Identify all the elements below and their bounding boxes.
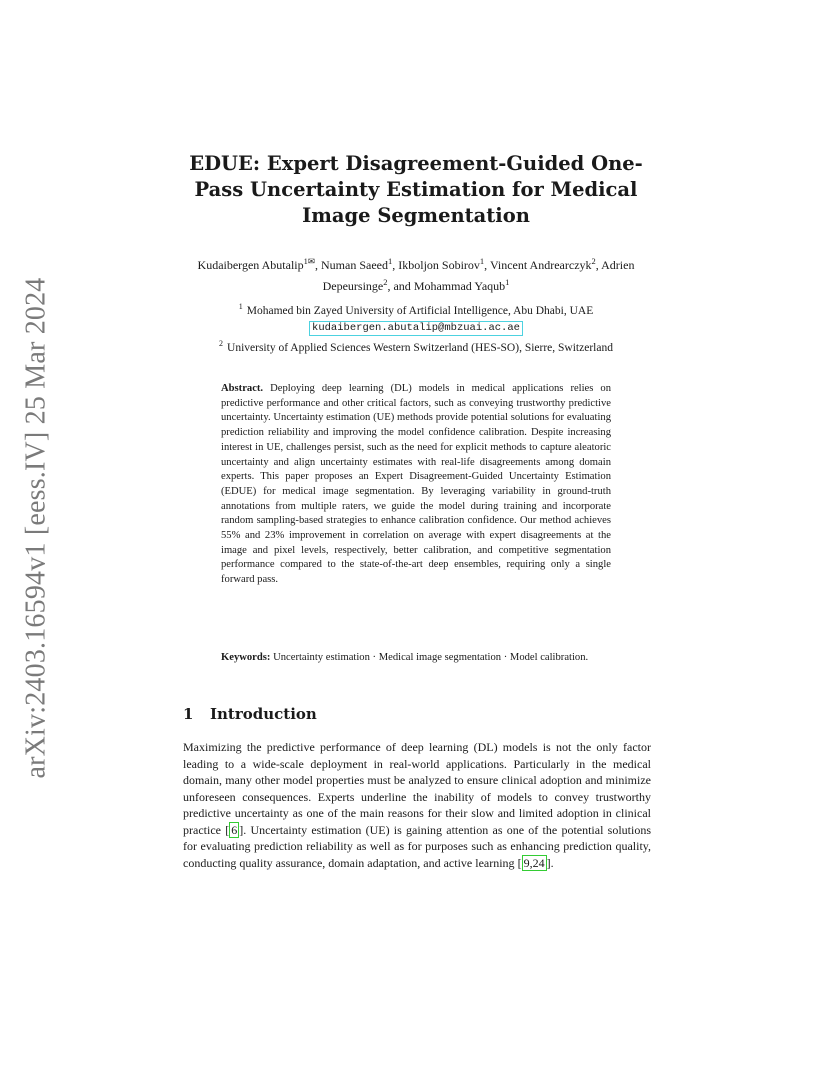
author-conjunction: and: [393, 279, 411, 293]
author-email-link[interactable]: kudaibergen.abutalip@mbzuai.ac.ae: [309, 321, 523, 336]
arxiv-identifier-stamp: [18, 277, 56, 779]
arxiv-stamp-text: arXiv:2403.16594v1 [eess.IV] 25 Mar 2024: [21, 277, 52, 779]
affiliation-number: 1: [238, 302, 243, 311]
abstract-text: Deploying deep learning (DL) models in medical applications relies on predictive performance and other critical factors, such as conveying trustworthy predictive uncertainty. Uncertainty estimation (UE) methods provide potential solutions for evaluating prediction reliability and improving the model confidence calibration. Despite increasing interest in UE, challenges persist, such as the need for explicit methods to capture aleatoric uncertainty and align uncertainty estimates with real-life disagreements among domain experts. This paper proposes an Expert Disagreement-Guided Uncertainty Estimation (EDUE) for medical image segmentation. By leveraging variability in ground-truth annotations from multiple raters, we guide the model during training and incorporate random sampling-based strategies to enhance calibration confidence. Our method achieves 55% and 23% improvement in correlation on average with expert disagreements at the image and pixel levels, respectively, better calibration, and competitive segmentation performance compared to the state-of-the-art deep ensembles, requiring only a single forward pass.: [221, 383, 611, 586]
author-affiliation-mark: 1✉: [303, 256, 315, 266]
author-name: Numan Saeed: [321, 258, 388, 272]
affiliation-text: Mohamed bin Zayed University of Artificial Intelligence, Abu Dhabi, UAE: [246, 304, 594, 317]
author-name: Ikboljon Sobirov: [398, 258, 480, 272]
keywords-label: Keywords:: [221, 652, 271, 663]
section-title: Introduction: [210, 705, 317, 723]
affiliations: [150, 299, 682, 356]
keywords-text: Uncertainty estimation · Medical image segmentation · Model calibration.: [273, 652, 589, 663]
introduction-paragraph: Maximizing the predictive performance of deep learning (DL) models is not the only factor leading to a wide-scale deployment in real-world applications. Particularly in the medical domain, many other model properties must be analyzed to ensure clinical adoption and minimize unforeseen consequences. Experts underline the inability of models to convey trustworthy predictive uncertainty as one of the main reasons for their slow and limited adoption in clinical practice [ 6 ]. Uncertainty estimation (UE) is gaining attention as one of the potential solutions for evaluating prediction reliability as well as for purposes such as enhancing prediction quality, conducting quality assurance, domain adaptation, and active learning [ 9,24 ].: [183, 740, 652, 870]
author-list: Kudaibergen Abutalip$^{1✉}$, Numan Saeed$^1$, Ikboljon Sobirov$^1$, Vincent Andrearczyk$^2$, Adrien Depeursinge$^2$, and Mohammad Yaqub$^1$: [197, 256, 635, 293]
intro-text: Maximizing the predictive performance of deep learning (DL) models is not the only factor leading to a wide-scale deployment in real-world applications. Particularly in the medical domain, many other model properties must be analyzed to ensure clinical adoption and minimize unforeseen consequences. Experts underline the inability of models to convey trustworthy predictive uncertainty as one of the main reasons for their slow and limited adoption in clinical practice: [183, 740, 651, 837]
author-affiliation-mark: 1: [505, 277, 510, 287]
author-name: Vincent Andrearczyk: [489, 258, 592, 272]
author-affiliation-mark: 2: [591, 256, 596, 266]
affiliation-text: University of Applied Sciences Western Switzerland (HES-SO), Sierre, Switzerland: [227, 341, 613, 354]
author-affiliation-mark: 1: [387, 256, 393, 266]
author-name: Kudaibergen Abutalip: [197, 258, 304, 272]
abstract: [221, 382, 611, 588]
affiliation-number: 2: [219, 338, 224, 348]
author-name: Adrien Depeursinge: [322, 258, 635, 293]
affiliation-1: [150, 299, 682, 319]
intro-text: . Uncertainty estimation (UE) is gaining attention as one of the potential solutions for evaluating prediction reliability as well as for purposes such as enhancing prediction quality, conducting quality assurance, domain adaptation, and active learning: [183, 822, 652, 870]
keywords: [221, 650, 621, 665]
intro-text: .: [550, 855, 554, 870]
citation-link[interactable]: 9,24: [523, 855, 545, 870]
section-number: 1: [183, 705, 194, 723]
abstract-label: Abstract.: [221, 383, 264, 394]
affiliation-2: [150, 336, 682, 356]
author-affiliation-mark: 2: [383, 277, 388, 287]
paper-title: EDUE: Expert Disagreement-Guided One-Pass Uncertainty Estimation for Medical Image Segmentation: [189, 152, 643, 227]
author-affiliation-mark: 1: [479, 256, 485, 266]
section-heading: [183, 705, 583, 723]
author-name: Mohammad Yaqub: [413, 279, 506, 293]
citation-link[interactable]: 6: [231, 822, 238, 837]
